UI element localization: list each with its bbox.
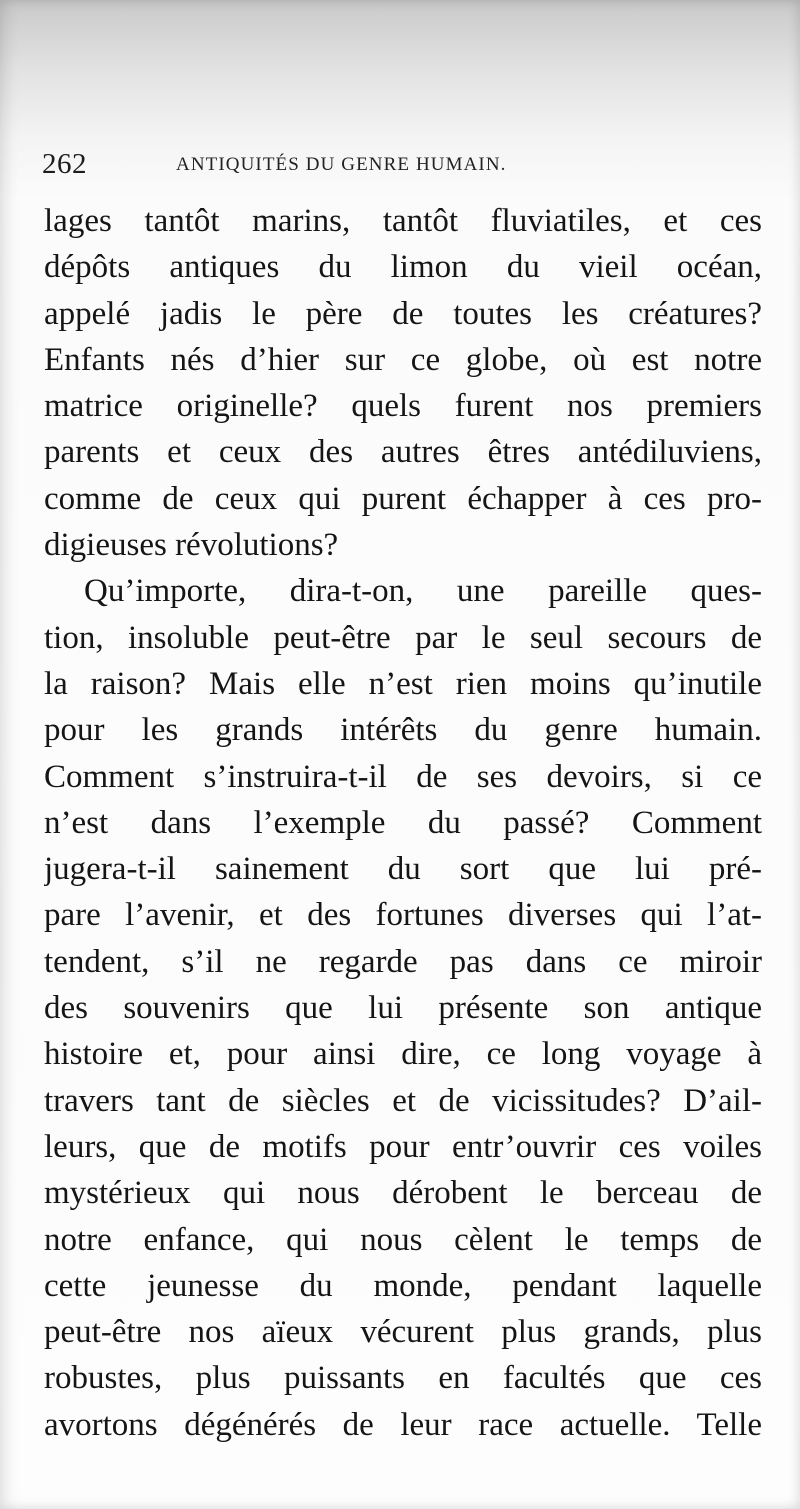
text-line: pare l’avenir, et des fortunes diverses qui l’at- [44, 897, 762, 934]
text-line: pour les grands intérêts du genre humain. [44, 712, 762, 749]
text-line: dépôts antiques du limon du vieil océan, [44, 249, 762, 286]
text-line: matrice originelle? quels furent nos premiers [44, 388, 762, 425]
text-line: tendent, s’il ne regarde pas dans ce miroir [44, 943, 762, 980]
text-line: des souvenirs que lui présente son antique [44, 990, 762, 1027]
text-line: notre enfance, qui nous cèlent le temps de [44, 1221, 762, 1258]
text-line: mystérieux qui nous dérobent le berceau de [44, 1175, 762, 1212]
text-line: leurs, que de motifs pour entr’ouvrir ces voiles [44, 1128, 762, 1165]
text-line: jugera-t-il sainement du sort que lui pré- [44, 851, 762, 888]
text-line: Comment s’instruira-t-il de ses devoirs, si ce [44, 758, 762, 795]
text-line: digieuses révolutions? [44, 527, 339, 564]
text-line: cette jeunesse du monde, pendant laquelle [44, 1267, 762, 1304]
page-number: 262 [42, 148, 87, 180]
text-line: Qu’importe, dira-t-on, une pareille ques- [84, 573, 762, 610]
text-line: parents et ceux des autres êtres antédiluviens, [44, 434, 762, 471]
text-line: comme de ceux qui purent échapper à ces pro- [44, 480, 762, 517]
text-line: histoire et, pour ainsi dire, ce long voyage à [44, 1036, 762, 1073]
text-line: appelé jadis le père de toutes les créatures? [44, 295, 762, 332]
running-head: ANTIQUITÉS DU GENRE HUMAIN. [176, 154, 507, 175]
text-line: Enfants nés d’hier sur ce globe, où est notre [44, 341, 762, 378]
text-line: avortons dégénérés de leur race actuelle. Telle [44, 1406, 762, 1443]
text-line: lages tantôt marins, tantôt fluviatiles, et ces [44, 203, 762, 239]
text-line: la raison? Mais elle n’est rien moins qu’inutile [44, 665, 762, 702]
text-line: tion, insoluble peut-être par le seul secours de [44, 619, 762, 656]
text-line: robustes, plus puissants en facultés que ces [44, 1360, 762, 1397]
body-text [44, 198, 762, 1488]
text-line: peut-être nos aïeux vécurent plus grands, plus [44, 1314, 762, 1351]
page-header [42, 148, 762, 188]
text-line: travers tant de siècles et de vicissitudes? D’ail- [44, 1082, 762, 1119]
text-line: n’est dans l’exemple du passé? Comment [44, 804, 762, 841]
